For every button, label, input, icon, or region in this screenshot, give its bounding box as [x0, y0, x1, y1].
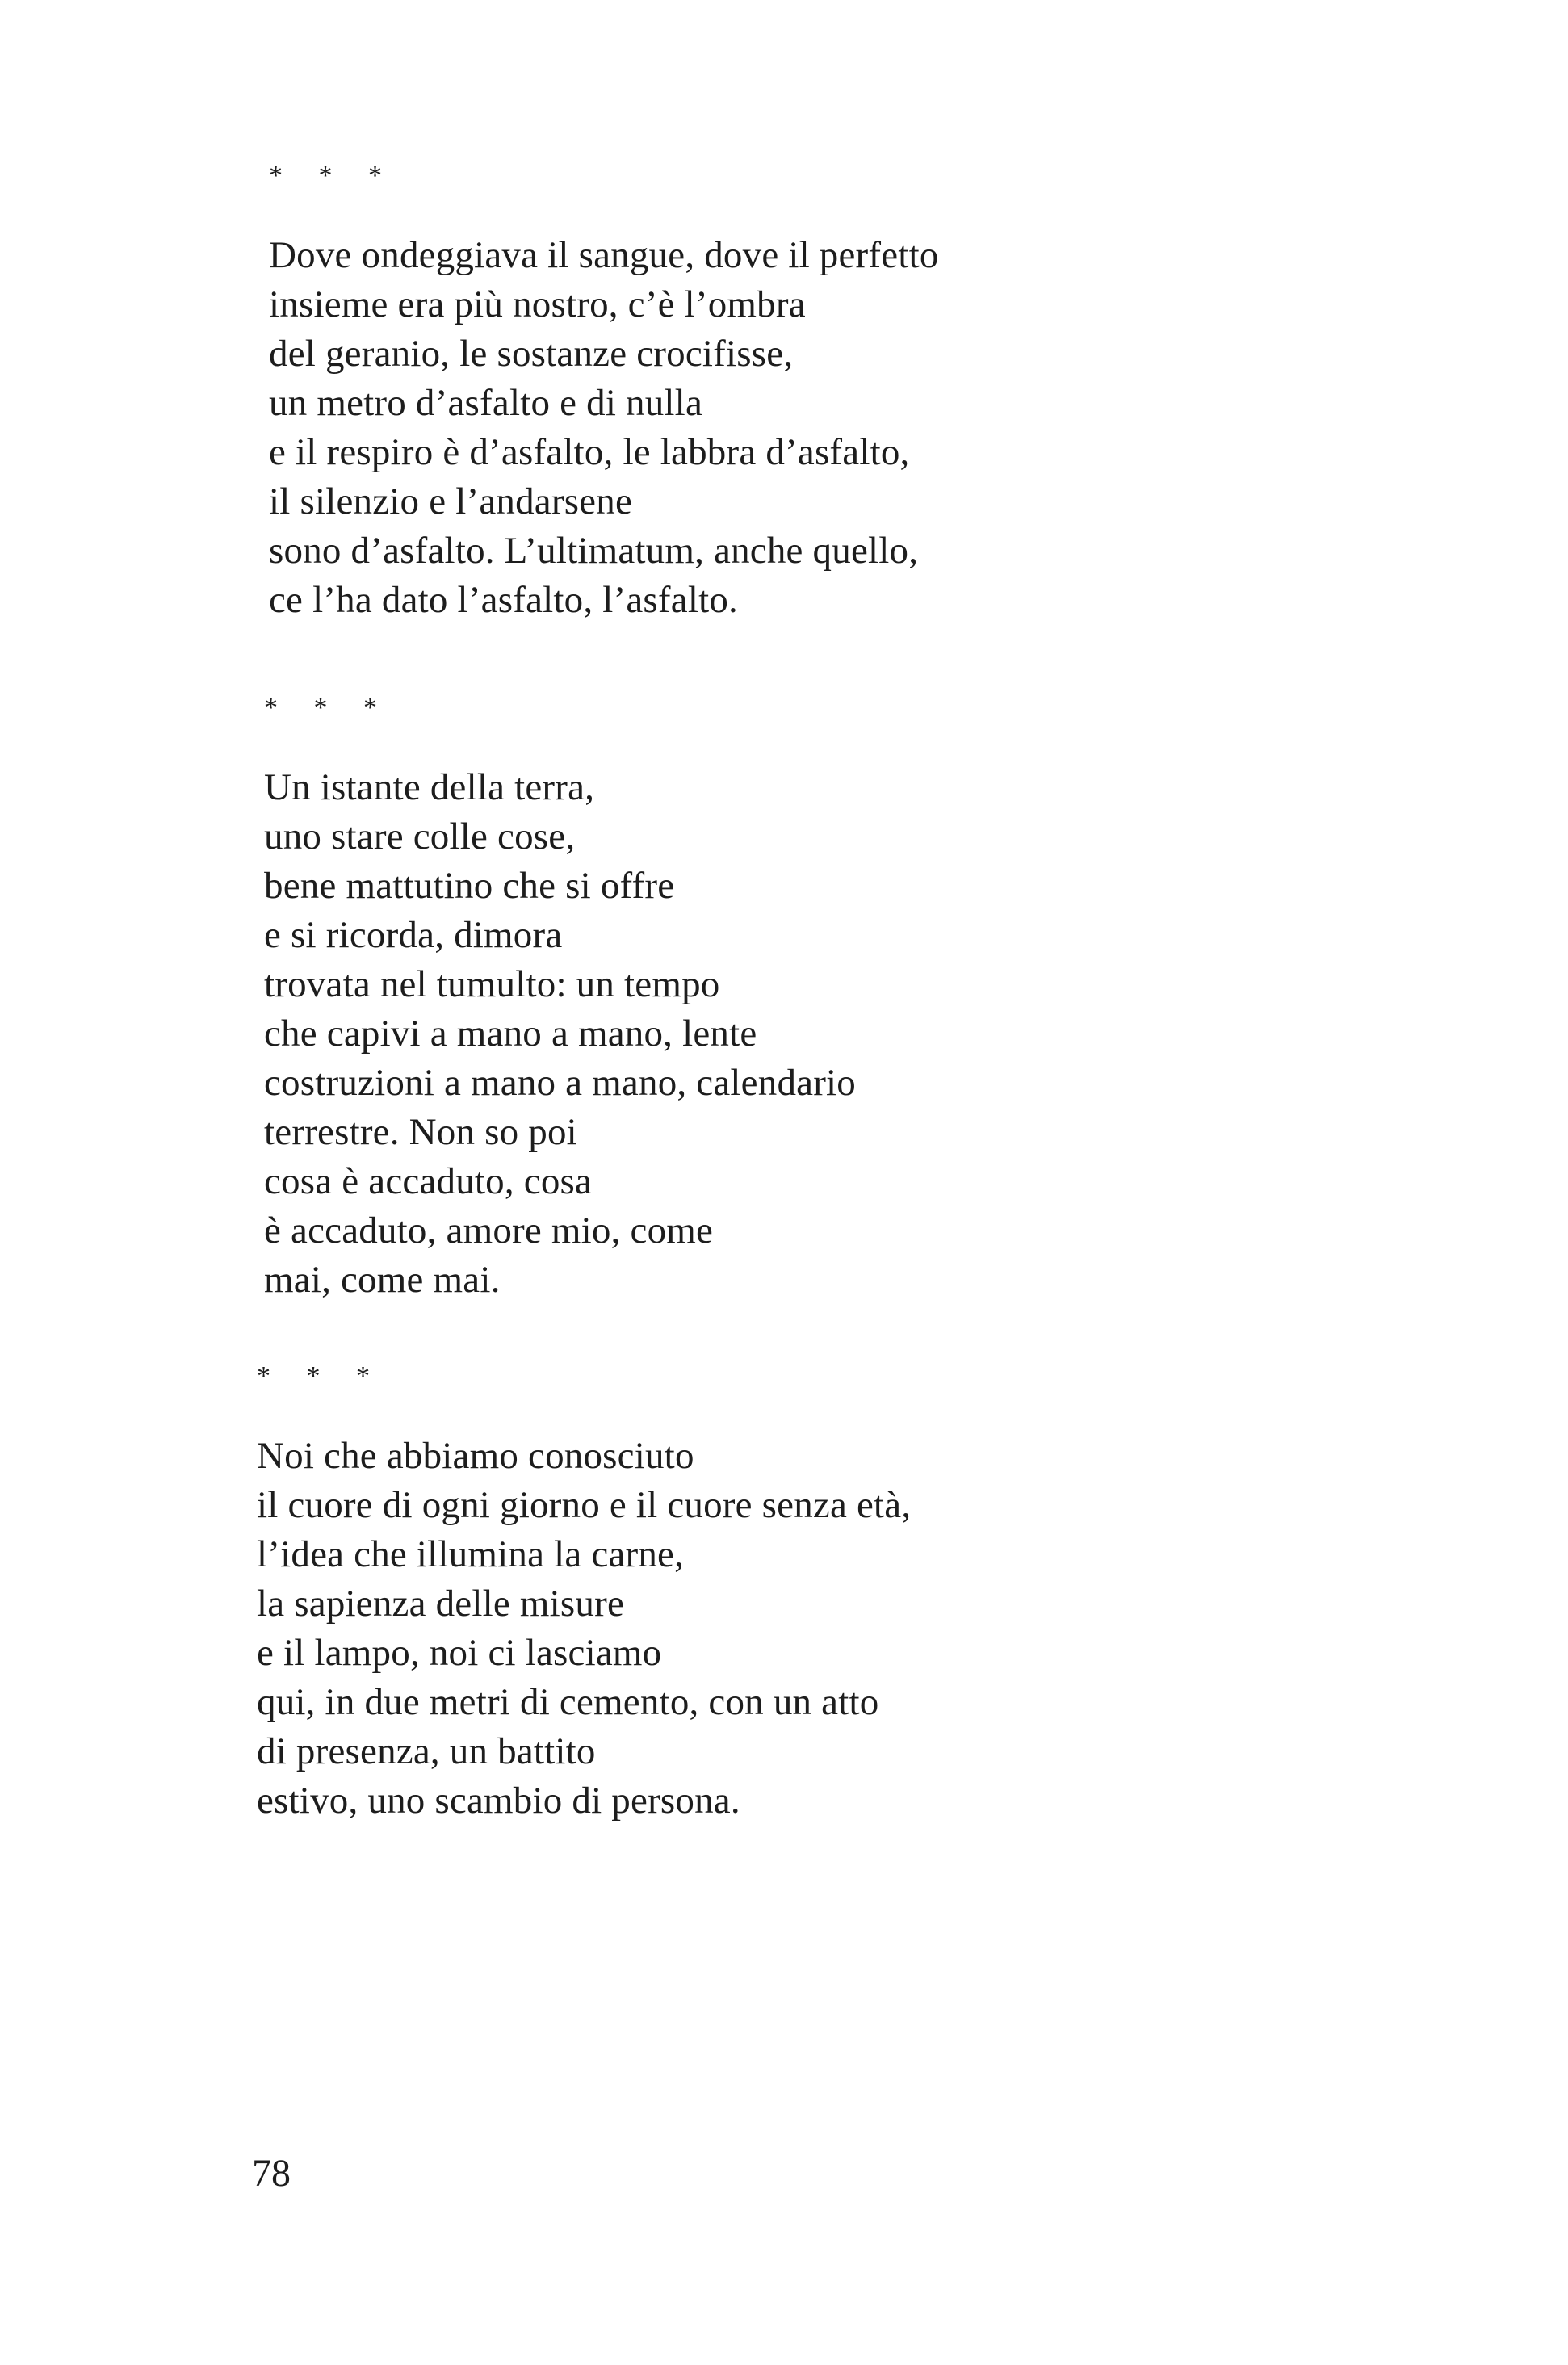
poem-line: è accaduto, amore mio, come — [264, 1210, 714, 1252]
poem-line: del geranio, le sostanze crocifisse, — [269, 333, 794, 375]
poem-line: terrestre. Non so poi — [264, 1111, 577, 1153]
poem-line: che capivi a mano a mano, lente — [264, 1013, 757, 1055]
page-number: 78 — [252, 2152, 291, 2195]
poem-line: uno stare colle cose, — [264, 816, 576, 858]
poem-line: cosa è accaduto, cosa — [264, 1160, 593, 1202]
poem-line: trovata nel tumulto: un tempo — [264, 963, 720, 1005]
poem-line: ce l’ha dato l’asfalto, l’asfalto. — [269, 579, 738, 621]
poem-line: di presenza, un battito — [257, 1730, 596, 1772]
poem-line: mai, come mai. — [264, 1259, 501, 1301]
poem-line: il silenzio e l’andarsene — [269, 480, 633, 522]
poem-line: Noi che abbiamo conosciuto — [257, 1435, 694, 1477]
poem-2 — [264, 692, 1394, 1305]
poem-line: l’idea che illumina la carne, — [257, 1533, 685, 1575]
poem-line: Dove ondeggiava il sangue, dove il perfetto — [269, 234, 939, 276]
poem-line: Un istante della terra, — [264, 766, 595, 808]
poem-line: bene mattutino che si offre — [264, 865, 675, 907]
poem-line: insieme era più nostro, c’è l’ombra — [269, 283, 806, 325]
poem-line: un metro d’asfalto e di nulla — [269, 382, 703, 424]
poem-line: e il lampo, noi ci lasciamo — [257, 1632, 662, 1674]
poem-line: e si ricorda, dimora — [264, 914, 563, 956]
section-separator: * * * — [269, 161, 396, 191]
poem-line: estivo, uno scambio di persona. — [257, 1780, 740, 1822]
section-separator: * * * — [264, 693, 392, 723]
poem-line: e il respiro è d’asfalto, le labbra d’asfalto, — [269, 431, 910, 473]
poem-1 — [269, 160, 1399, 625]
poem-line: la sapienza delle misure — [257, 1583, 625, 1625]
poem-3 — [257, 1361, 1387, 1826]
poem-line: il cuore di ogni giorno e il cuore senza età, — [257, 1484, 912, 1526]
section-separator: * * * — [257, 1361, 384, 1391]
poem-line: costruzioni a mano a mano, calendario — [264, 1062, 857, 1104]
poem-line: qui, in due metri di cemento, con un atto — [257, 1681, 879, 1723]
poem-line: sono d’asfalto. L’ultimatum, anche quello, — [269, 530, 919, 572]
